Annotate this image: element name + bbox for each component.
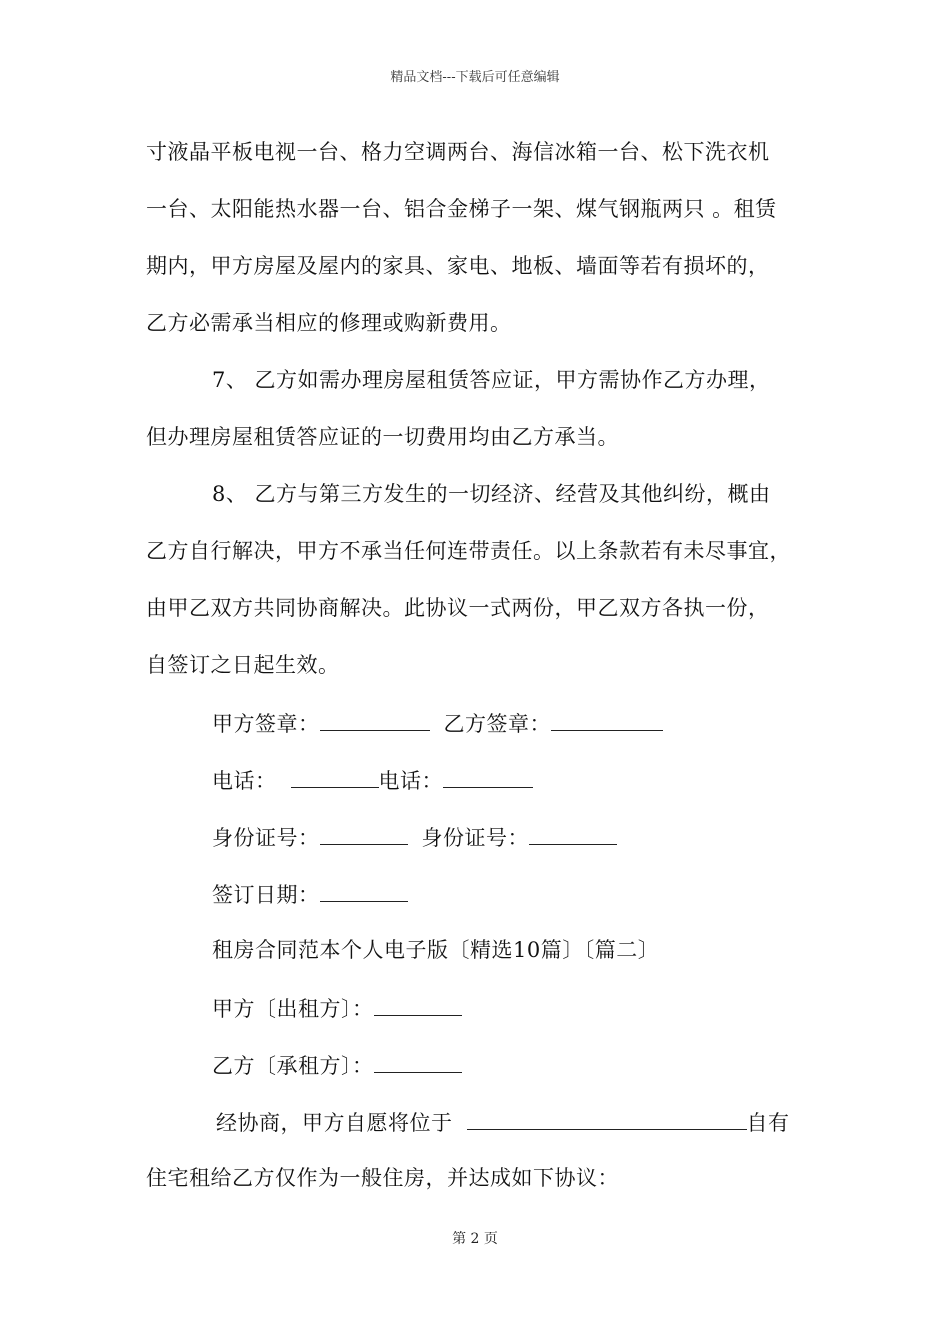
sign-date-label: 签订日期： bbox=[212, 883, 320, 907]
id-a-label: 身份证号： bbox=[212, 826, 320, 850]
section-title: 租房合同范本个人电子版〔精选10篇〕〔篇二〕 bbox=[212, 938, 660, 962]
clause-8-line: 8、 乙方与第三方发生的一切经济、经营及其他纠纷，概由 bbox=[212, 482, 771, 506]
paragraph-line: 期内，甲方房屋及屋内的家具、家电、地板、墙面等若有损坏的， bbox=[146, 254, 770, 278]
phone-b-label: 电话： bbox=[378, 769, 443, 793]
party-b-sign-blank bbox=[551, 708, 663, 731]
party-b-sign-label: 乙方签章： bbox=[443, 712, 551, 736]
intro-line bbox=[216, 1107, 790, 1137]
clause-7-line: 7、 乙方如需办理房屋租赁答应证，甲方需协作乙方办理， bbox=[212, 368, 771, 392]
paragraph-line: 住宅租给乙方仅作为一般住房，并达成如下协议： bbox=[146, 1166, 619, 1190]
paragraph-line: 但办理房屋租赁答应证的一切费用均由乙方承当。 bbox=[146, 425, 619, 449]
page-number: 第 2 页 bbox=[452, 1231, 498, 1247]
paragraph-line: 自签订之日起生效。 bbox=[146, 653, 340, 677]
id-a-blank bbox=[320, 822, 408, 845]
lessor-row bbox=[212, 993, 462, 1023]
paragraph-line: 寸液晶平板电视一台、格力空调两台、海信冰箱一台、松下洗衣机 bbox=[146, 140, 770, 164]
lessee-row bbox=[212, 1050, 462, 1080]
lessor-label: 甲方〔出租方〕： bbox=[212, 997, 374, 1021]
id-b-blank bbox=[529, 822, 617, 845]
sign-date-row bbox=[212, 879, 408, 909]
id-row bbox=[212, 822, 617, 852]
sign-date-blank bbox=[320, 879, 408, 902]
phone-row bbox=[212, 765, 533, 795]
intro-text-b: 自有 bbox=[746, 1111, 790, 1135]
party-a-sign-blank bbox=[320, 708, 430, 731]
address-blank bbox=[467, 1107, 747, 1130]
phone-a-blank bbox=[291, 765, 379, 788]
lessee-label: 乙方〔承租方〕： bbox=[212, 1054, 374, 1078]
paragraph-line: 由甲乙双方共同协商解决。此协议一式两份，甲乙双方各执一份， bbox=[146, 596, 770, 620]
lessee-blank bbox=[374, 1050, 462, 1073]
id-b-label: 身份证号： bbox=[421, 826, 529, 850]
phone-a-label: 电话： bbox=[212, 769, 277, 793]
paragraph-line: 乙方自行解决，甲方不承当任何连带责任。以上条款若有未尽事宜， bbox=[146, 539, 791, 563]
lessor-blank bbox=[374, 993, 462, 1016]
signature-row bbox=[212, 708, 663, 738]
paragraph-line: 一台、太阳能热水器一台、铝合金梯子一架、煤气钢瓶两只 。租赁 bbox=[146, 197, 777, 221]
intro-text-a: 经协商，甲方自愿将位于 bbox=[216, 1111, 453, 1135]
phone-b-blank bbox=[443, 765, 533, 788]
page-header: 精品文档---下载后可任意编辑 bbox=[390, 70, 560, 85]
paragraph-line: 乙方必需承当相应的修理或购新费用。 bbox=[146, 311, 512, 335]
party-a-sign-label: 甲方签章： bbox=[212, 712, 320, 736]
